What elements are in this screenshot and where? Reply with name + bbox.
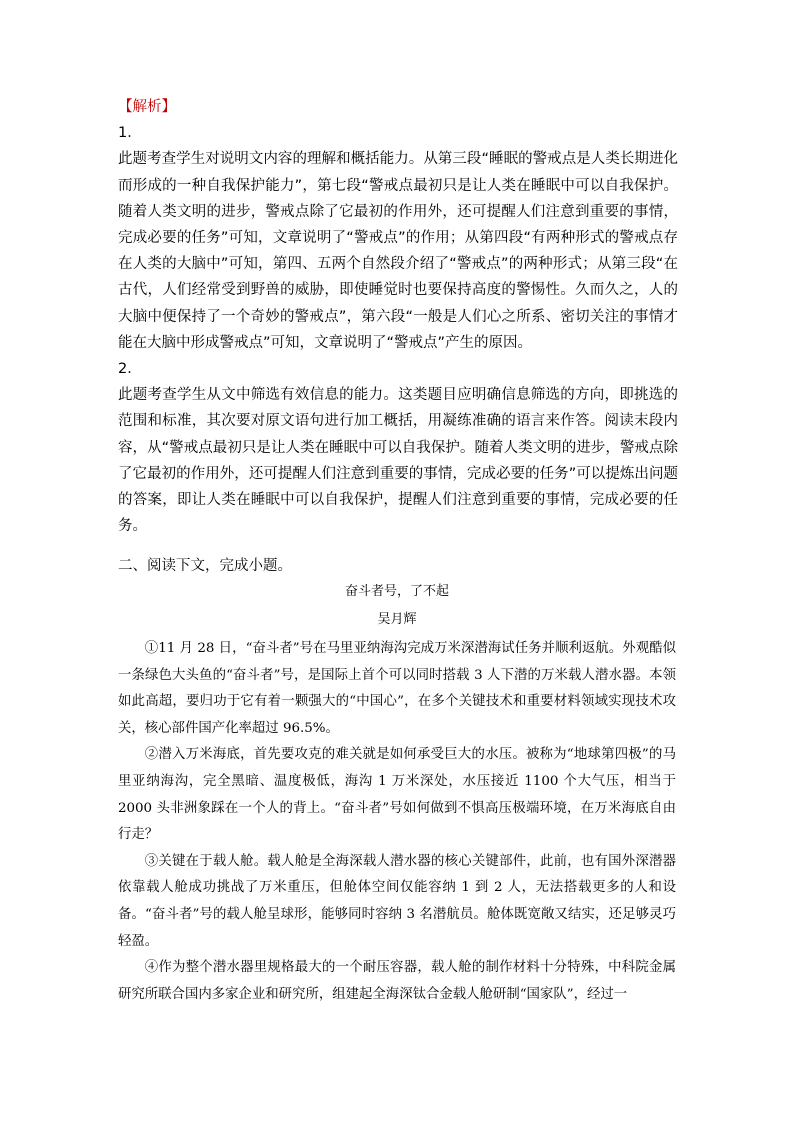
article-title: 奋斗者号，了不起 [344, 584, 449, 599]
article-paragraph: ③关键在于载人舱。载人舱是全海深载人潜水器的核心关键部件，此前，也有国外深潜器依靠载人舱成功挑战了万米重压，但舱体空间仅能容纳 1 到 2 人，无法搭载更多的人和设备。“奋斗者”号的载人舱呈球形，能够同时容纳 3 名潜航员。舱体既宽敞又结实，还足够灵巧轻盈。 [118, 853, 676, 949]
question-1-explanation: 此题考查学生对说明文内容的理解和概括能力。从第三段“睡眠的警戒点是人类长期进化而形成的一种自我保护能力”，第七段“警戒点最初只是让人类在睡眠中可以自我保护。随着人类文明的进步，警戒点除了它最初的作用外，还可提醒人们注意到重要的事情，完成必要的任务”可知，文章说明了“警戒点”的作用；从第四段“有两种形式的警戒点存在人类的大脑中”可知，第四、五两个自然段介绍了“警戒点”的两种形式；从第三段“在古代，人们经常受到野兽的威胁，即使睡觉时也要保持高度的警惕性。久而久之，人的大脑中便保持了一个奇妙的警戒点”，第六段“一般是人们心之所系、密切关注的事情才能在大脑中形成警戒点”可知，文章说明了“警戒点”产生的原因。 [118, 151, 678, 351]
article-paragraph: ②潜入万米海底，首先要攻克的难关就是如何承受巨大的水压。被称为“地球第四极”的马里亚纳海沟，完全黑暗、温度极低，海沟 1 万米深处，水压接近 1100 个大气压，相当于 2000 头非洲象踩在一个人的背上。“奋斗者”号如何做到不惧高压极端环境，在万米海底自由行走？ [118, 747, 676, 843]
analysis-section [118, 94, 678, 539]
article-paragraph: ①11 月 28 日，“奋斗者”号在马里亚纳海沟完成万米深潜海试任务并顺利返航。外观酷似一条绿色大头鱼的“奋斗者”号，是国际上首个可以同时搭载 3 人下潜的万米载人潜水器。本领如此高超，要归功于它有着一颗强大的“中国心”，在多个关键技术和重要材料领域实现技术攻关，核心部件国产化率超过 96.5%。 [118, 641, 676, 736]
article-paragraph: ④作为整个潜水器里规格最大的一个耐压容器，载人舱的制作材料十分特殊，中科院金属研究所联合国内多家企业和研究所，组建起全海深钛合金载人舱研制“国家队”，经过一 [118, 960, 676, 1002]
article-author: 吴月辉 [377, 612, 417, 627]
question-2-number: 2． [118, 361, 142, 378]
question-1-number: 1． [118, 125, 142, 142]
analysis-heading: 【解析】 [118, 99, 176, 115]
section-2-title: 二、阅读下文，完成小题。 [118, 558, 292, 574]
article-body [118, 636, 676, 1008]
question-2-explanation: 此题考查学生从文中筛选有效信息的能力。这类题目应明确信息筛选的方向，即挑选的范围和标准，其次要对原文语句进行加工概括，用凝练准确的语言来作答。阅读末段内容，从“警戒点最初只是让人类在睡眠中可以自我保护。随着人类文明的进步，警戒点除了它最初的作用外，还可提醒人们注意到重要的事情，完成必要的任务”可以提炼出问题的答案，即让人类在睡眠中可以自我保护，提醒人们注意到重要的事情，完成必要的任务。 [118, 387, 678, 535]
